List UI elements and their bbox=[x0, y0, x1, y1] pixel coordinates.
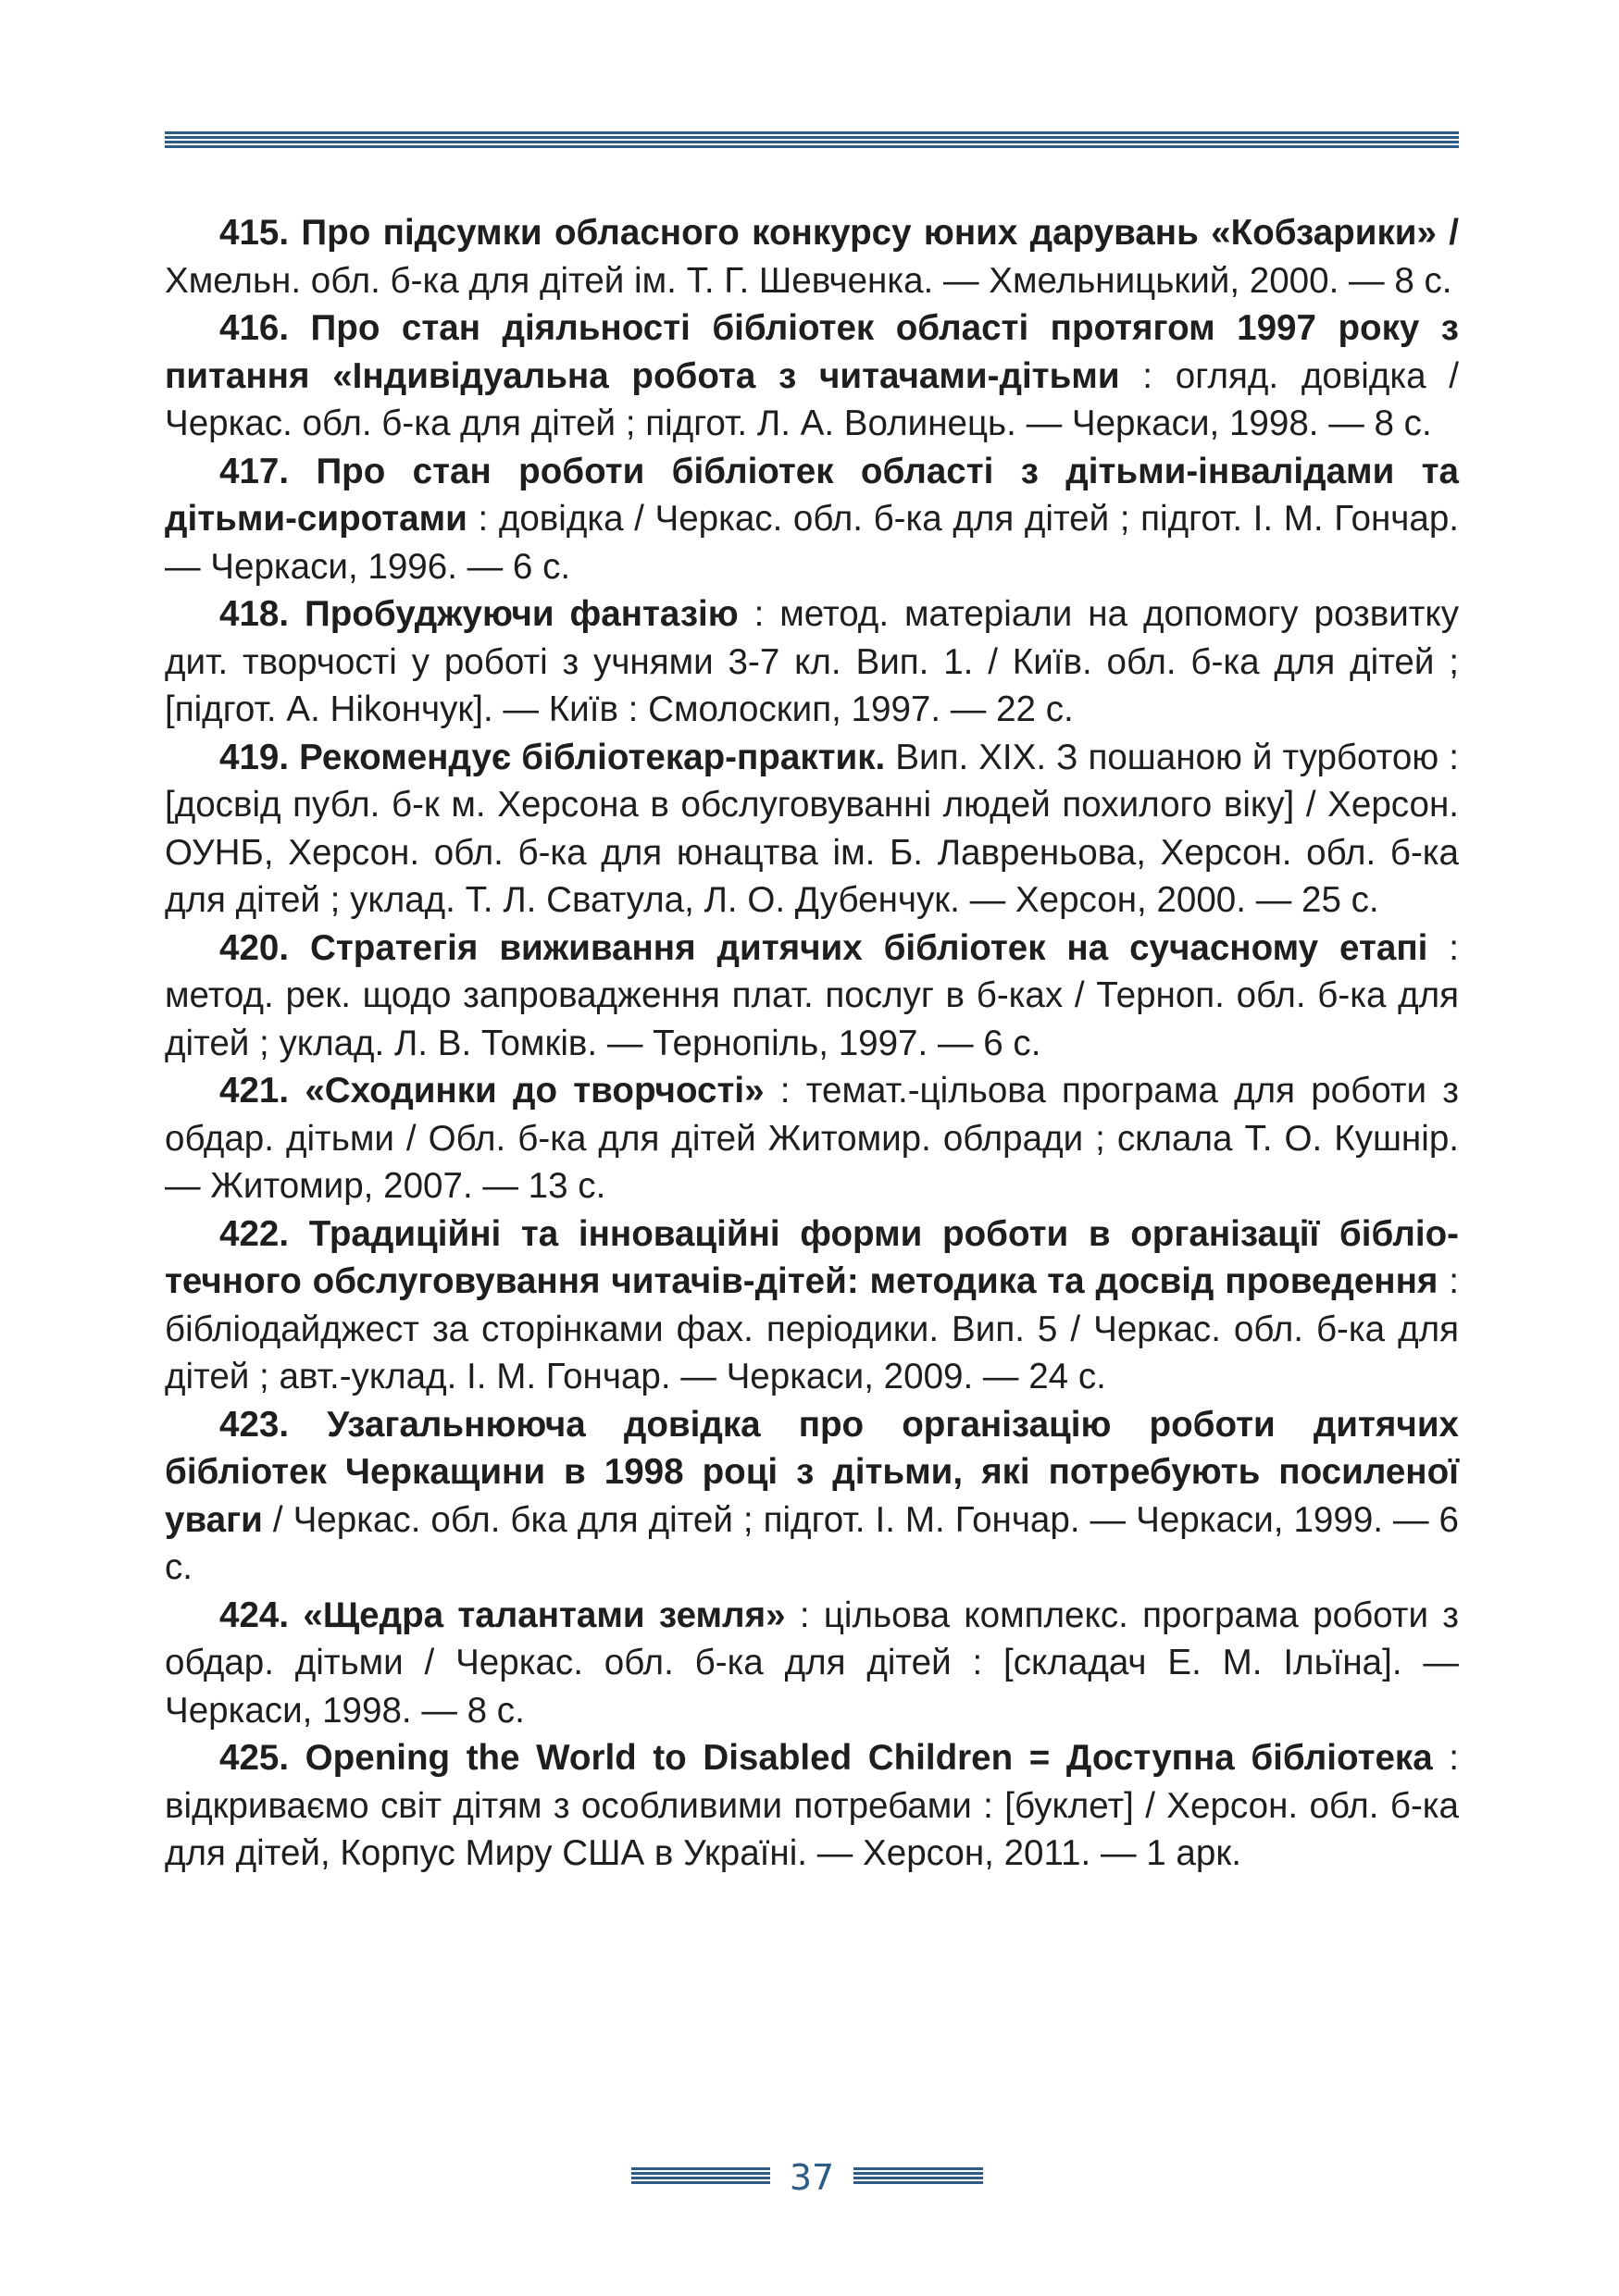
entry-details: : цільова комплекс. програма роботи з обдар. дітьми / Черкас. обл. б-ка для дітей : [складач Е. М. Ільїна]. — Черкаси, 1998. — 8 с. bbox=[165, 1595, 1459, 1731]
entry-details: : бібліодайджест за сторінками фах. періодики. Вип. 5 / Черкас. обл. б-ка для дітей ; авт.-уклад. І. М. Гончар. — Черкаси, 2009. — 24 с. bbox=[165, 1261, 1459, 1396]
entry-title: 425. Opening the World to Disabled Children = Доступна бібліотека bbox=[219, 1738, 1433, 1778]
bibliography-entry-416 bbox=[165, 304, 1459, 448]
bibliography-entry-415 bbox=[165, 209, 1459, 304]
entry-details: / Черкас. обл. бка для дітей ; підгот. І. М. Гончар. — Черкаси, 1999. — 6 с. bbox=[165, 1499, 1459, 1587]
bibliography-list bbox=[165, 209, 1459, 1878]
entry-details: : огляд. довідка / Черкас. обл. б-ка для дітей ; підгот. Л. А. Волинець. — Черкаси, 1998. — 8 с. bbox=[165, 355, 1460, 443]
page-number: 37 bbox=[789, 2157, 835, 2198]
entry-title: 416. Про стан діяльності бібліотек області протягом 1997 року з питання «Індивідуальна робота з читачами-дітьми bbox=[165, 308, 1459, 396]
header-rule bbox=[165, 131, 1459, 148]
bibliography-entry-421 bbox=[165, 1067, 1459, 1210]
entry-title: 422. Традиційні та інноваційні форми роботи в організації бібліотечного обслуговування читачів-дітей: методика та досвід проведення bbox=[165, 1213, 1459, 1301]
entry-title: 418. Пробуджуючи фантазію bbox=[219, 594, 739, 634]
entry-details: : відкриваємо світ дітям з особливими потребами : [буклет] / Херсон. обл. б-ка для дітей, Корпус Миру США в Україні. — Херсон, 2011. — 1 арк. bbox=[165, 1738, 1459, 1873]
bibliography-entry-423 bbox=[165, 1401, 1459, 1592]
footer-rule-right bbox=[853, 2167, 983, 2186]
bibliography-entry-417 bbox=[165, 448, 1459, 591]
entry-title: 420. Стратегія виживання дитячих бібліотек на сучасному етапі bbox=[219, 927, 1428, 968]
bibliography-entry-419 bbox=[165, 734, 1459, 925]
bibliography-entry-424 bbox=[165, 1592, 1459, 1735]
entry-title: 419. Рекомендує бібліотекар-практик. bbox=[219, 737, 886, 777]
bibliography-entry-422 bbox=[165, 1210, 1459, 1401]
entry-details: : метод. матеріали на допомогу розвитку дит. творчості у роботі з учнями 3-7 кл. Вип. 1. / Київ. обл. б-ка для дітей ; [підгот. А. Ніkончук]. — Київ : Смолоскип, 1997. — 22 с. bbox=[165, 594, 1460, 729]
entry-details: : метод. рек. щодо запровадження плат. послуг в б-ках / Терноп. обл. б-ка для дітей ; уклад. Л. В. Томків. — Тернопіль, 1997. — 6 с. bbox=[165, 927, 1460, 1063]
entry-title: 417. Про стан роботи бібліотек області з дітьми-інвалідами та дітьми-сиротами bbox=[165, 451, 1459, 539]
entry-details: : довідка / Черкас. обл. б-ка для дітей ; підгот. І. М. Гончар. — Черкаси, 1996. — 6 с. bbox=[165, 499, 1459, 587]
bibliography-entry-420 bbox=[165, 925, 1459, 1068]
page-footer bbox=[0, 2154, 1619, 2204]
entry-details: : темат.-цільова програма для роботи з обдар. дітьми / Обл. б-ка для дітей Житомир. облради ; склала Т. О. Кушнір. — Житомир, 2007. — 13 с. bbox=[165, 1071, 1459, 1206]
entry-title: 424. «Щедра талантами земля» bbox=[219, 1595, 786, 1635]
entry-details: Вип. XIX. З пошаною й турботою : [досвід публ. б-к м. Херсона в обслуговуванні людей похилого віку] / Херсон. ОУНБ, Херсон. обл. б-ка для юнацтва ім. Б. Лавреньова, Херсон. обл. б-ка для дітей ; уклад. Т. Л. Сватула, Л. О. Дубенчук. — Херсон, 2000. — 25 с. bbox=[165, 737, 1459, 920]
bibliography-entry-418 bbox=[165, 590, 1459, 734]
bibliography-entry-425 bbox=[165, 1734, 1459, 1878]
footer-rule-left bbox=[631, 2167, 770, 2186]
entry-title: 423. Узагальнююча довідка про організацію роботи дитячих бібліотек Черкащини в 1998 році з дітьми, які потребують посиленої уваги bbox=[165, 1404, 1459, 1540]
entry-title: 421. «Сходинки до творчості» bbox=[219, 1071, 765, 1111]
entry-details: Хмельн. обл. б-ка для дітей ім. Т. Г. Шевченка. — Хмельницький, 2000. — 8 с. bbox=[165, 260, 1452, 301]
entry-title: 415. Про підсумки обласного конкурсу юних дарувань «Кобзарики» / bbox=[219, 213, 1459, 253]
